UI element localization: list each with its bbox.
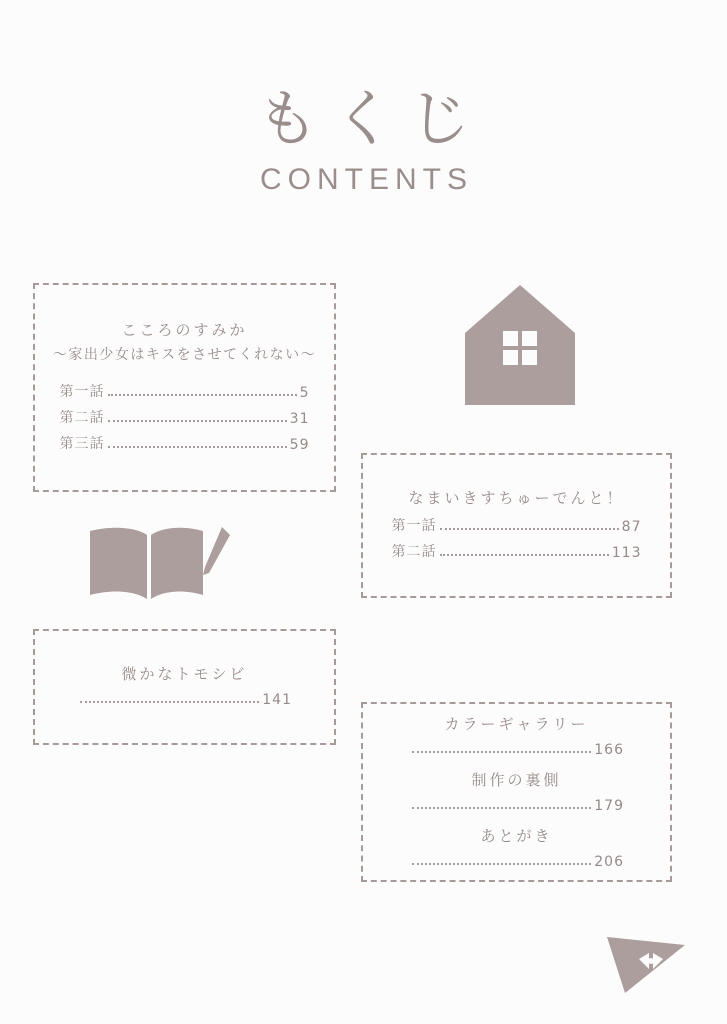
section-box-kasuka [33, 629, 336, 745]
toc-entry-label: あとがき [480, 827, 553, 845]
section-box-extras [361, 702, 672, 882]
toc-entry[interactable] [60, 407, 310, 427]
toc-dot-leader [108, 436, 287, 448]
toc-dot-leader [80, 691, 259, 703]
toc-entry-page: 87 [621, 519, 642, 535]
toc-entry[interactable] [409, 853, 624, 870]
toc-entry-label: 第二話 [391, 544, 437, 560]
toc-entry-group [381, 713, 652, 761]
toc-entry-page: 179 [594, 798, 624, 814]
toc-dot-leader [108, 384, 297, 396]
toc-entry-label: 制作の裏側 [471, 771, 562, 789]
toc-entry-page: 206 [594, 854, 624, 870]
toc-entry[interactable] [409, 741, 624, 758]
page-title-en: CONTENTS [260, 163, 473, 197]
section-box-kokoro [33, 283, 336, 492]
toc-entry-label: 第三話 [59, 436, 105, 452]
toc-entry-page: 113 [611, 545, 642, 561]
section-title: こころのすみか [121, 321, 248, 339]
toc-entry-label: 第一話 [391, 518, 437, 534]
toc-dot-leader [412, 853, 591, 865]
section-box-namaiki [361, 453, 672, 598]
toc-dot-leader [440, 518, 619, 530]
toc-entry-label: 第一話 [59, 384, 105, 400]
toc-entry-group [381, 769, 652, 817]
section-title: 微かなトモシビ [121, 665, 248, 683]
house-icon [465, 285, 575, 405]
toc-entry[interactable] [392, 541, 642, 561]
toc-entry[interactable] [77, 691, 292, 708]
open-book-icon [85, 525, 235, 605]
toc-dot-leader [108, 410, 287, 422]
toc-entry-label: 第二話 [59, 410, 105, 426]
toc-entry-page: 166 [594, 742, 624, 758]
toc-entry-page: 141 [262, 692, 292, 708]
page-title [0, 82, 727, 197]
ribbon-bow-icon [605, 935, 687, 995]
toc-entry[interactable] [409, 797, 624, 814]
toc-dot-leader [412, 797, 591, 809]
toc-entry-group [381, 825, 652, 873]
section-subtitle: 〜家出少女はキスをさせてくれない〜 [52, 347, 317, 363]
toc-entry[interactable] [60, 381, 310, 401]
toc-dot-leader [440, 544, 609, 556]
toc-dot-leader [412, 741, 591, 753]
toc-entry-page: 59 [289, 437, 310, 453]
page-title-jp: もくじ [256, 82, 485, 155]
toc-entry-page: 5 [299, 385, 310, 401]
toc-entry[interactable] [392, 515, 642, 535]
toc-entry[interactable] [60, 433, 310, 453]
toc-entry-page: 31 [289, 411, 310, 427]
section-title: なまいきすちゅーでんと！ [408, 489, 625, 507]
toc-entry-label: カラーギャラリー [444, 715, 589, 733]
